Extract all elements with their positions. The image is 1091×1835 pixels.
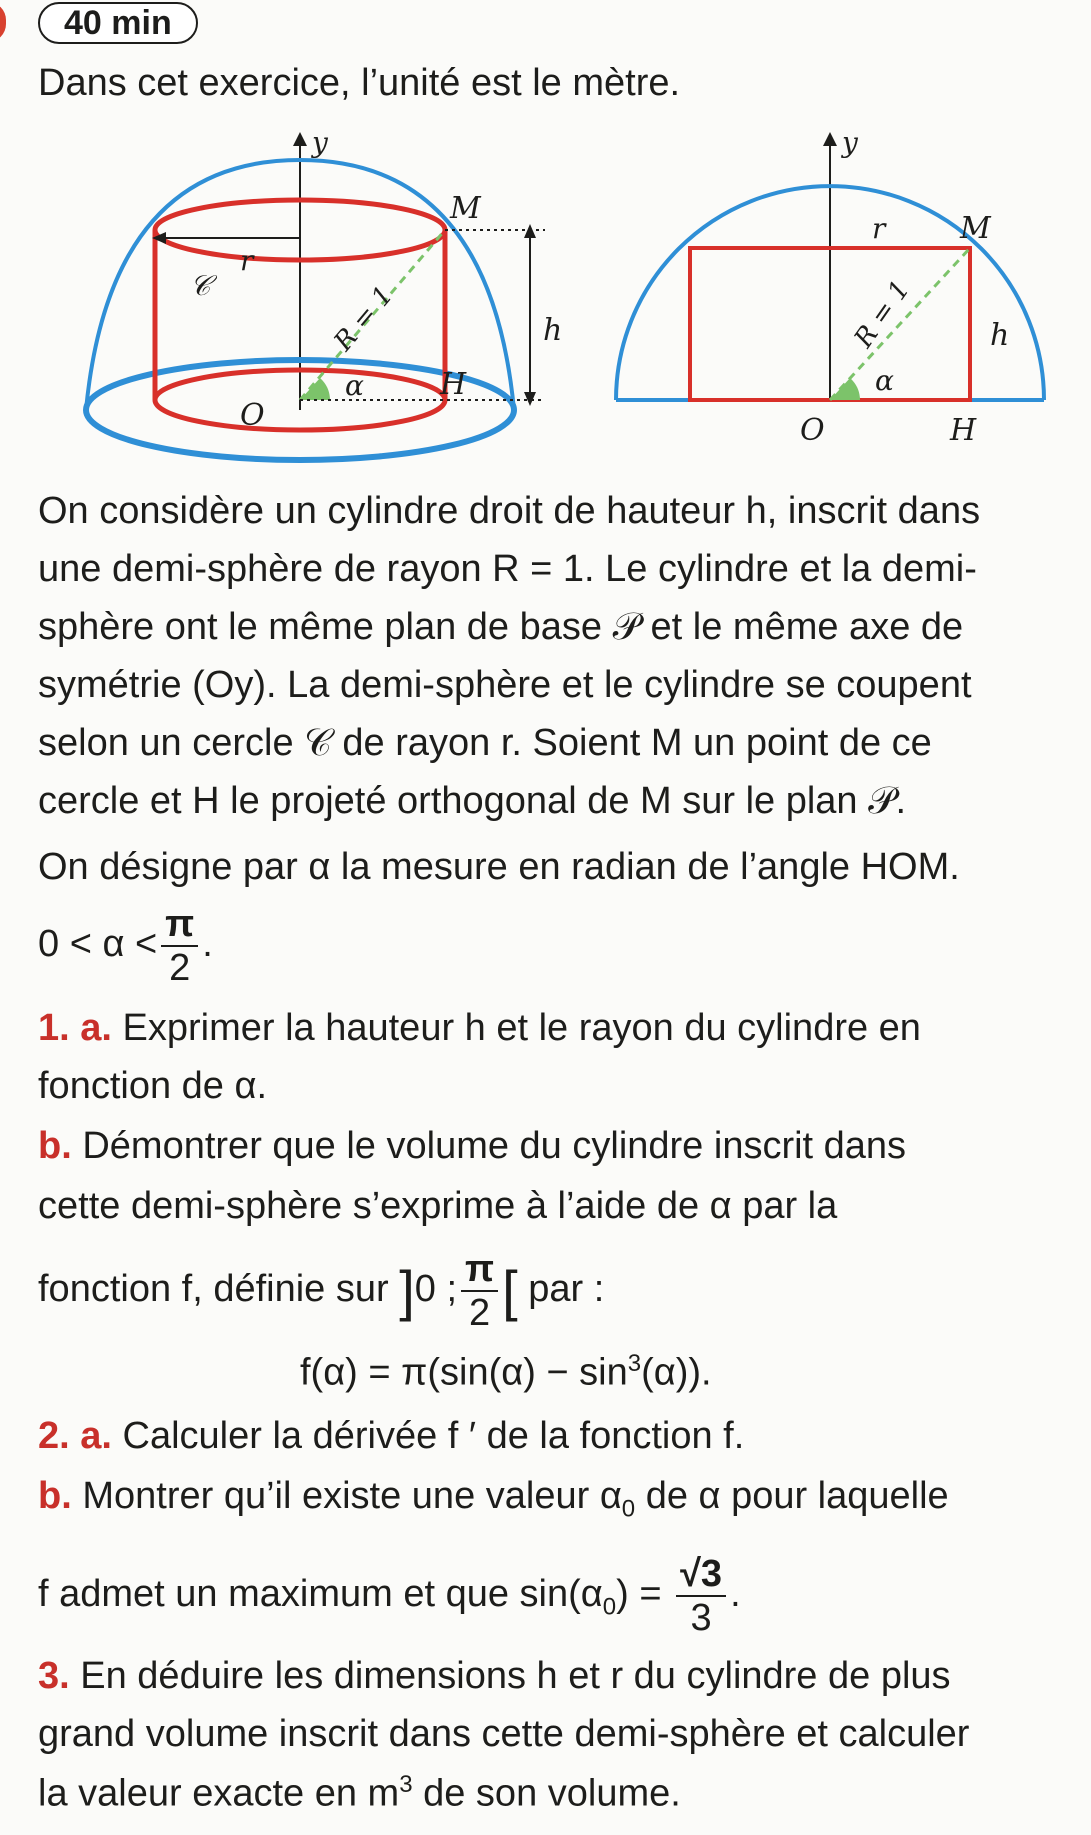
svg-text:M: M (450, 191, 481, 226)
duration-badge: 40 min (38, 2, 198, 44)
question-2b: b. Montrer qu’il existe une valeur $\alpha_0$ de α pour laquelle (38, 1475, 949, 1523)
svg-text:M: M (960, 211, 991, 246)
svg-text:H: H (440, 367, 467, 402)
svg-text:α: α (345, 369, 364, 402)
y-label-right: y (842, 126, 858, 159)
question-1a-cont: fonction de α. (38, 1065, 268, 1107)
function-formula: $f(\alpha) = \pi(\sin(\alpha) - \sin^3(\alpha))$. (300, 1350, 712, 1394)
svg-text:r: r (240, 244, 254, 277)
intro-text: Dans cet exercice, l’unité est le mètre. (38, 62, 681, 104)
question-3: 3. En déduire les dimensions h et r du cylindre de plus (38, 1655, 951, 1697)
alpha-condition: 0 < α < $\frac{\pi}{2}$ . (38, 903, 213, 989)
question-1b-interval: fonction f, définie sur ]0 ; $\frac{\pi}{2}$ [ par : (38, 1248, 605, 1334)
svg-text:O: O (800, 413, 825, 448)
question-1b-cont: cette demi-sphère s’exprime à l’aide de α par la (38, 1185, 838, 1227)
svg-text:R = 1: R = 1 (848, 275, 917, 354)
question-1b: b. Démontrer que le volume du cylindre inscrit dans (38, 1125, 907, 1167)
question-2b-cont: f admet un maximum et que $\sin(\alpha_0)$ = $\frac{√3}{3}$ . (38, 1553, 741, 1639)
question-2a: 2. a. Calculer la dérivée f ′ de la fonction f. (38, 1415, 745, 1457)
svg-text:h: h (990, 318, 1010, 353)
svg-text:r: r (872, 212, 886, 245)
svg-text:h: h (543, 313, 563, 348)
question-3-end: la valeur exacte en $m^3$ de son volume. (38, 1771, 681, 1815)
svg-text:H: H (950, 413, 977, 448)
svg-text:α: α (875, 364, 894, 397)
hemisphere-3d-figure (80, 120, 563, 470)
question-3-cont: grand volume inscrit dans cette demi-sphère et calculer (38, 1713, 970, 1755)
badge-marker (0, 2, 6, 42)
y-label-left: y (312, 126, 328, 159)
cross-section-figure (610, 120, 1050, 460)
svg-text:𝒞: 𝒞 (190, 269, 211, 302)
svg-text:O: O (240, 398, 265, 433)
svg-text:R = 1: R = 1 (328, 280, 400, 357)
question-1a: 1. a. Exprimer la hauteur h et le rayon du cylindre en (38, 1007, 921, 1049)
